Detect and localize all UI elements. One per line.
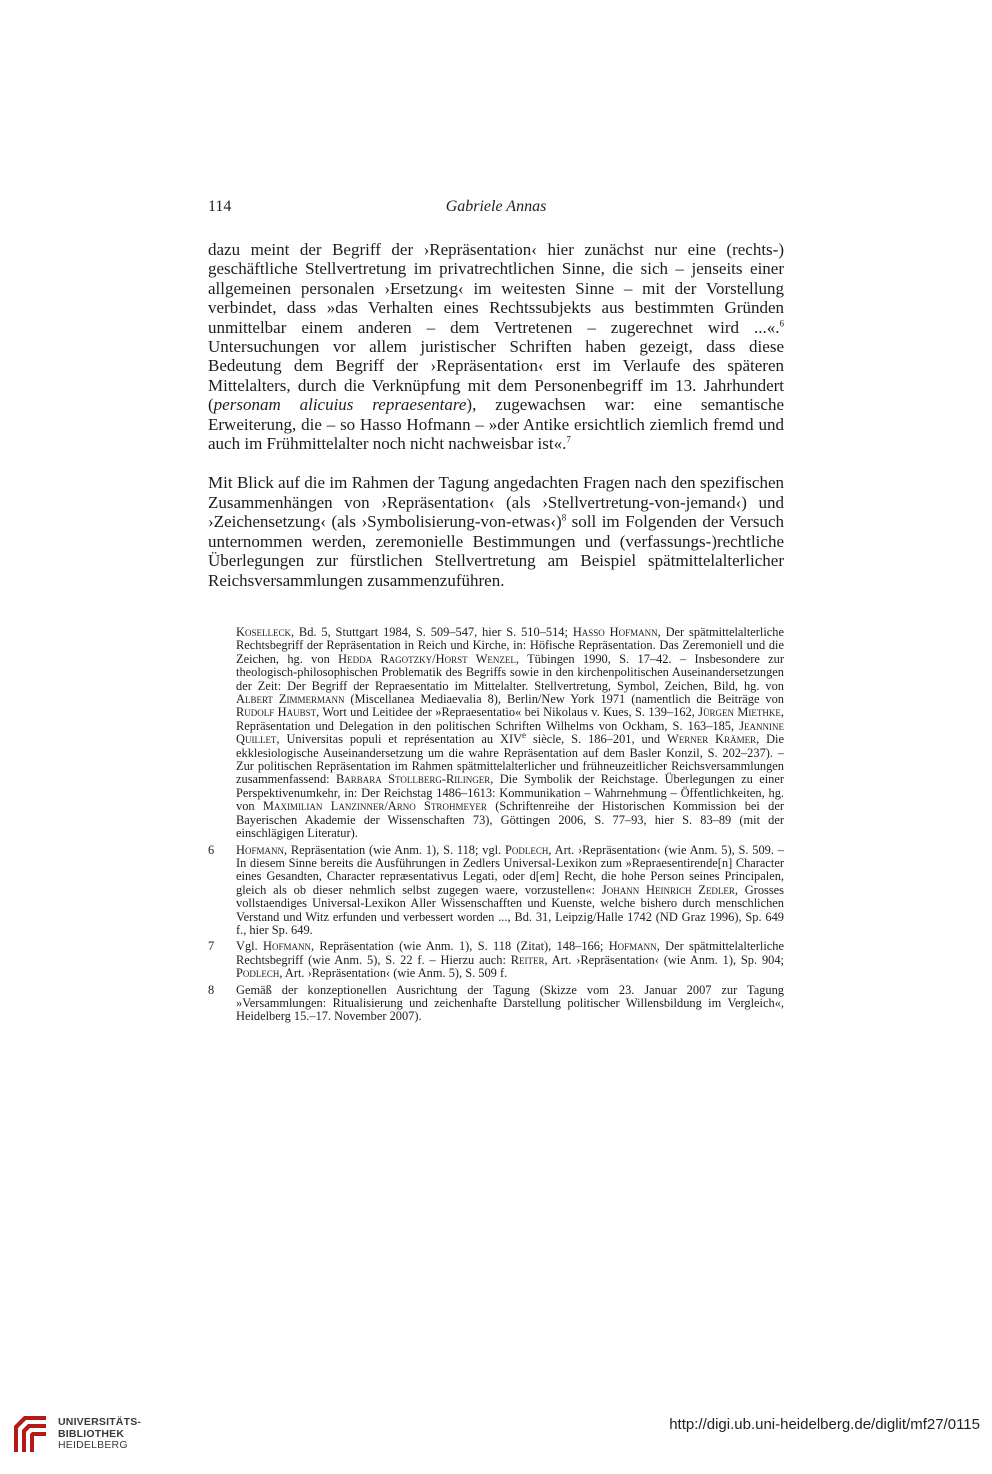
footnote-6: 6 Hofmann, Repräsentation (wie Anm. 1), S. 118; vgl. Podlech, Art. ›Repräsentation‹ (wie Anm. 5), S. 509. – In diesem Sinne bereits die Ausführungen in Zedlers Universal-Lexikon zum »Repraesentirende[n] Character eines Gesandten, Character repræsentativus Legati, oder d[em] Recht, die hohe Person seines Principalen, gleich als ob dieser nehmlich selbst zugegen waere, vorzustellen«: Johann Heinrich Zedler, Grosses vollstaendiges Universal-Lexikon Aller Wissenschafften und Kuenste, welche bishero durch menschlichen Verstand und Witz erfunden und verbessert worden ..., Bd. 31, Leipzig/Halle 1742 (ND Graz 1996), Sp. 649 f., hier Sp. 649. <box>208 842 784 937</box>
page-number: 114 <box>208 198 232 215</box>
running-head <box>208 198 784 220</box>
footnotes <box>208 626 784 1024</box>
permalink-url[interactable]: http://digi.ub.uni-heidelberg.de/diglit/mf27/0115 <box>669 1416 980 1433</box>
footnote-number: 6 <box>208 842 215 857</box>
footnote-number: 7 <box>208 939 215 954</box>
footnote-continued: Koselleck, Bd. 5, Stuttgart 1984, S. 509–547, hier S. 510–514; Hasso Hofmann, Der spätmittelalterliche Rechtsbegriff der Repräsentation in Reich und Kirche, in: Höfische Repräsentation. Das Zeremoniell und die Zeichen, hg. von Hedda Ragotzky/Horst Wenzel, Tübingen 1990, S. 17–42. – Insbesondere zur theologisch-philosophischen Problematik des Begriffs sowie in den kirchenpolitischen Auseinandersetzungen der Zeit: Der Begriff der Repraesentatio im Mittelalter. Stellvertretung, Symbol, Zeichen, Bild, hg. von Albert Zimmermann (Miscellanea Mediaevalia 8), Berlin/New York 1971 (namentlich die Beiträge von Rudolf Haubst, Wort und Leitidee der »Repraesentatio« bei Nikolaus v. Kues, S. 139–162, Jürgen Miethke, Repräsentation und Delegation in den politischen Schriften Wilhelms von Ockham, S. 163–185, Jeannine Quillet, Universitas populi et représentation au XIVe siècle, S. 186–201, und Werner Krämer, Die ekklesiologische Auseinandersetzung um die wahre Repräsentation auf dem Basler Konzil, S. 202–237). – Zur politischen Repräsentation im Rahmen spätmittelalterlicher und frühneuzeitlicher Reichsversammlungen zusammenfassend: Barbara Stollberg-Rilinger, Die Symbolik der Reichstage. Überlegungen zu einer Perspektivenumkehr, in: Der Reichstag 1486–1613: Kommunikation – Wahrnehmung – Öffentlichkeiten, hg. von Maximilian Lanzinner/Arno Strohmeyer (Schriftenreihe der Historischen Kommission bei der Bayerischen Akademie der Wissenschaften 73), Göttingen 2006, S. 77–93, hier S. 83–89 (mit der einschlägigen Literatur). <box>236 625 785 841</box>
library-logo-icon[interactable] <box>10 1412 50 1454</box>
paragraph-2: Mit Blick auf die im Rahmen der Tagung angedachten Fragen nach den spezifischen Zusammenhängen von ›Repräsentation‹ (als ›Stellvertretung-von-jemand‹) und ›Zeichensetzung‹ (als ›Symbolisierung-von-etwas‹)$^8$ soll im Folgenden der Versuch unternommen werden, zeremonielle Bestimmungen und (verfassungs-)rechtliche Überlegungen zur fürstlichen Stellvertretung am Beispiel spätmittelalterlicher Reichsversammlungen zusammenzuführen. <box>208 473 785 590</box>
main-text <box>208 240 784 590</box>
footnote-number: 8 <box>208 982 215 997</box>
footnote-ref-7[interactable]: 7 <box>566 434 571 445</box>
footnote-8: 8 Gemäß der konzeptionellen Ausrichtung der Tagung (Skizze vom 23. Januar 2007 zur Tagung »Versammlungen: Ritualisierung und zeichenhafte Darstellung politischer Willensbildung im Vergleich«, Heidelberg 15.–17. November 2007). <box>208 982 784 1024</box>
footnote-ref-8[interactable]: 8 <box>561 512 567 523</box>
library-logo-text[interactable]: UNIVERSITÄTS- BIBLIOTHEK HEIDELBERG <box>58 1416 142 1451</box>
paragraph-1: dazu meint der Begriff der ›Repräsentation‹ hier zunächst nur eine (rechts-) geschäftliche Stellvertretung im privatrechtlichen Sinne, die sich – jenseits einer allgemeinen personalen ›Ersetzung‹ im weitesten Sinne – mit der Vorstellung verbindet, dass »das Verhalten eines Rechtssubjekts aus bestimmten Gründen unmittelbar einem anderen – dem Vertretenen – zugerechnet wird ...«.$^6$ Untersuchungen vor allem juristischer Schriften haben gezeigt, dass diese Bedeutung dem Begriff der ›Repräsentation‹ erst im Verlaufe des späteren Mittelalters, durch die Verknüpfung mit dem Personenbegriff im 13. Jahrhundert (personam alicuius repraesentare), zugewachsen war: eine semantische Erweiterung, die – so Hasso Hofmann – »der Antike ersichtlich ziemlich fremd und auch im Frühmittelalter noch nicht nachweisbar ist«.$^7$ <box>208 240 784 454</box>
footnote-ref-6[interactable]: 6 <box>779 317 784 328</box>
footnote-7: 7 Vgl. Hofmann, Repräsentation (wie Anm. 1), S. 118 (Zitat), 148–166; Hofmann, Der spätmittelalterliche Rechtsbegriff (wie Anm. 5), S. 22 f. – Hierzu auch: Reiter, Art. ›Repräsentation‹ (wie Anm. 1), Sp. 904; Podlech, Art. ›Repräsentation‹ (wie Anm. 5), S. 509 f. <box>208 939 784 981</box>
running-head-author: Gabriele Annas <box>445 198 547 215</box>
viewer-footer <box>0 1398 992 1474</box>
